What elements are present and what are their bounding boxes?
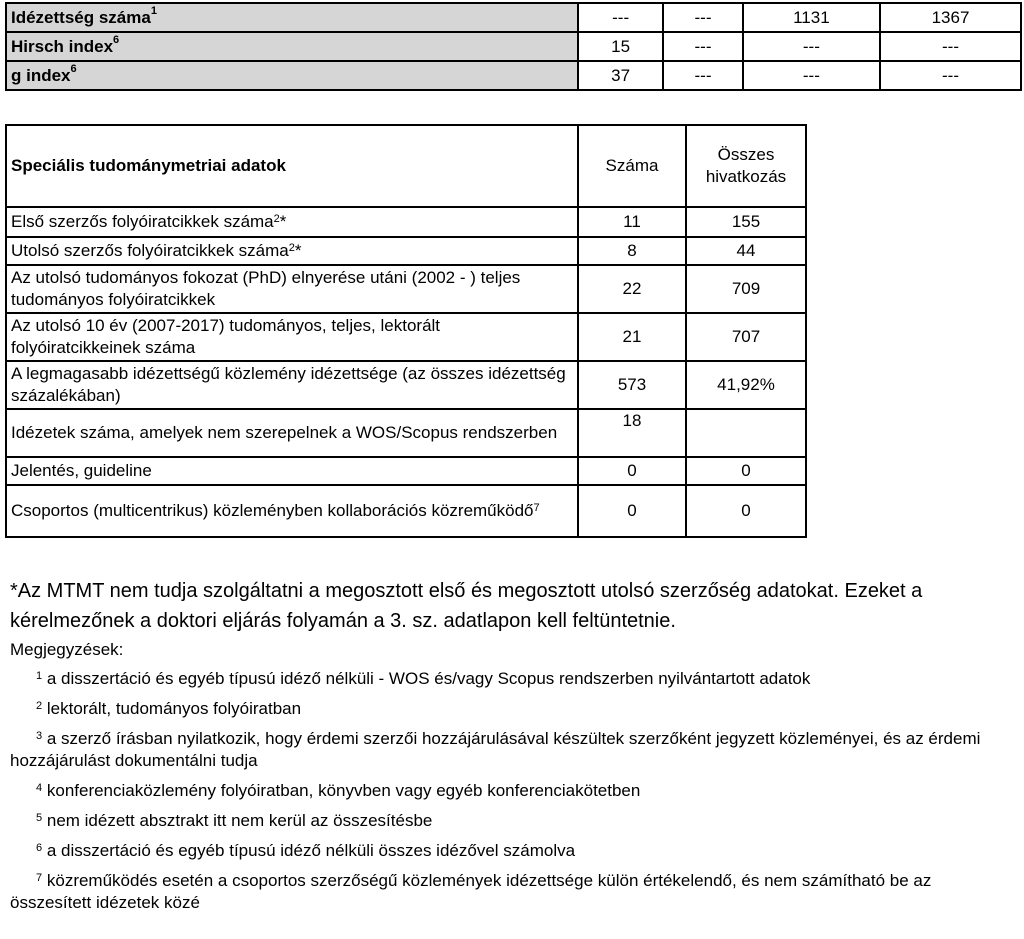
cell: ---	[743, 32, 880, 61]
table-row	[6, 32, 1021, 61]
header-total: Összes hivatkozás	[686, 125, 806, 207]
footnotes-title: Megjegyzések:	[10, 640, 124, 659]
row-label: A legmagasabb idézettségű közlemény idézettsége (az összes idézettség százalékában)	[6, 361, 578, 409]
total-cell: 709	[686, 265, 806, 313]
count-cell: 21	[578, 313, 686, 361]
citation-summary-table	[5, 2, 1022, 91]
cell: ---	[578, 3, 663, 32]
footnote-item: $^7$ közreműködés esetén a csoportos szerzőségű közlemények idézettsége külön értékelendő, és nem számítható be az összesített idézetek közé	[10, 871, 932, 912]
count-cell: 0	[578, 457, 686, 485]
table-row	[6, 207, 806, 237]
total-cell: 41,92%	[686, 361, 806, 409]
row-label: Első szerzős folyóiratcikkek száma$^2$*	[6, 207, 578, 237]
footnote-item: $^5$ nem idézett absztrakt itt nem kerül az összesítésbe	[36, 811, 433, 830]
row-label: Utolsó szerzős folyóiratcikkek száma$^2$*	[6, 237, 578, 265]
footnotes	[10, 640, 1015, 922]
cell: ---	[880, 32, 1021, 61]
total-cell	[686, 409, 806, 457]
row-label: Az utolsó tudományos fokozat (PhD) elnyerése utáni (2002 - ) teljes tudományos folyóiratcikkek	[6, 265, 578, 313]
table-row	[6, 409, 806, 457]
cell: 15	[578, 32, 663, 61]
table-header	[6, 125, 806, 207]
table-row	[6, 313, 806, 361]
table-row	[6, 237, 806, 265]
table-title: Speciális tudománymetriai adatok	[6, 125, 578, 207]
row-label: Idézettség száma$^1$	[6, 3, 578, 32]
footnote-item: $^1$ a disszertáció és egyéb típusú idéző nélküli - WOS és/vagy Scopus rendszerben nyilvántartott adatok	[36, 669, 811, 688]
cell: ---	[743, 61, 880, 90]
header-count: Száma	[578, 125, 686, 207]
count-cell: 18	[578, 409, 686, 457]
row-label: Az utolsó 10 év (2007-2017) tudományos, teljes, lektorált folyóiratcikkeinek száma	[6, 313, 578, 361]
cell: 1131	[743, 3, 880, 32]
count-cell: 8	[578, 237, 686, 265]
footnote-item: $^6$ a disszertáció és egyéb típusú idéző nélküli összes idézővel számolva	[36, 841, 576, 860]
count-cell: 22	[578, 265, 686, 313]
table-row	[6, 485, 806, 537]
cell: ---	[663, 3, 743, 32]
total-cell: 0	[686, 485, 806, 537]
footnote-item: $^2$ lektorált, tudományos folyóiratban	[36, 699, 302, 718]
cell: ---	[663, 61, 743, 90]
table-row	[6, 61, 1021, 90]
count-cell: 11	[578, 207, 686, 237]
footnote-item: $^3$ a szerző írásban nyilatkozik, hogy érdemi szerzői hozzájárulásával készültek szerzőként jegyzett közleményei, és az érdemi hozzájárulást dokumentálni tudja	[10, 729, 981, 770]
row-label: g index$^6$	[6, 61, 578, 90]
footnote-item: $^4$ konferenciaközlemény folyóiratban, könyvben vagy egyéb konferenciakötetben	[36, 781, 641, 800]
count-cell: 0	[578, 485, 686, 537]
table-row	[6, 3, 1021, 32]
scientometric-table	[5, 124, 807, 538]
total-cell: 155	[686, 207, 806, 237]
cell: 1367	[880, 3, 1021, 32]
table-row	[6, 361, 806, 409]
row-label: Csoportos (multicentrikus) közleményben kollaborációs közreműködő$^7$	[6, 485, 578, 537]
mtmt-note: *Az MTMT nem tudja szolgáltatni a megosztott első és megosztott utolsó szerzőség adatokat. Ezeket a kérelmezőnek a doktori eljárás folyamán a 3. sz. adatlapon kell feltüntetnie.	[10, 580, 923, 632]
cell: ---	[663, 32, 743, 61]
row-label: Jelentés, guideline	[6, 457, 578, 485]
cell: 37	[578, 61, 663, 90]
cell: ---	[880, 61, 1021, 90]
table-row	[6, 265, 806, 313]
total-cell: 0	[686, 457, 806, 485]
table-row	[6, 457, 806, 485]
row-label: Idézetek száma, amelyek nem szerepelnek a WOS/Scopus rendszerben	[6, 409, 578, 457]
row-label: Hirsch index$^6$	[6, 32, 578, 61]
total-cell: 44	[686, 237, 806, 265]
total-cell: 707	[686, 313, 806, 361]
count-cell: 573	[578, 361, 686, 409]
